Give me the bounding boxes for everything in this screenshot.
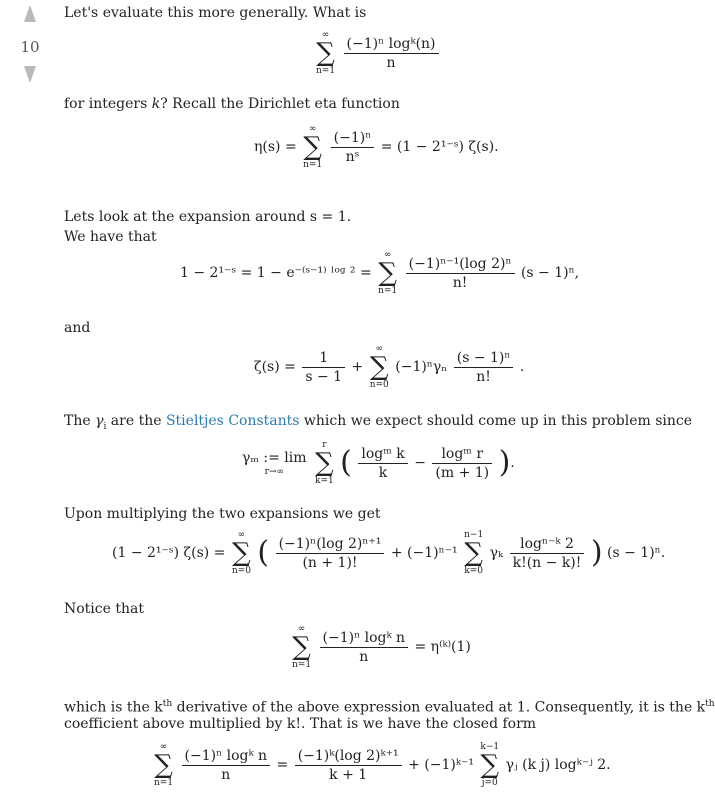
paragraph-intro: Let's evaluate this more generally. What is [64,5,367,21]
equation-zeta-expansion: ζ(s) = $\frac{1}{s - 1}$ + ∞ ∑ n=0 (−1)ⁿγₙ $\frac{\text{(s − 1)ⁿ}}{n!}$ . [254,344,525,390]
equation-closed-form: ∞ ∑ n=1 $\frac{\text{(−1)ⁿ logᵏ n}}{n}$ = $\frac{\text{(−1)ᵏ(log 2)ᵏ⁺¹}}{k + 1}$ + (−1)ᵏ⁻¹ k−1 ∑ j=0 γⱼ (k j) logᵏ⁻ʲ 2. [154,742,611,788]
sum-symbol: ∞ ∑ n=1 [316,30,336,76]
stieltjes-link[interactable]: Stieltjes Constants [165,413,300,429]
paragraph-expansion: Lets look at the expansion around s = 1. [64,209,352,225]
fraction: $\frac{\text{(−1)ⁿ logᵏ(n)}}{n}$ [344,35,439,72]
equation-product-expansion: (1 − 2¹⁻ˢ) ζ(s) = ∞ ∑ n=0 ( $\frac{\text{(−1)ⁿ(log 2)ⁿ⁺¹}}{(n + 1)!}$ + (−1)ⁿ⁻¹ n−1 ∑ k=0 γₖ $\frac{\text{logⁿ⁻ᵏ 2}}{k!(n - k)!}$ ) (s − 1)ⁿ. [112,530,666,576]
upvote-arrow-icon[interactable] [24,5,36,22]
equation-expansion-2: 1 − 2¹⁻ˢ = 1 − e⁻⁽ˢ⁻¹⁾ ˡᵒᵍ ² = ∞ ∑ n=1 $\frac{\text{(−1)ⁿ⁻¹(log 2)ⁿ}}{n!}$ (s − 1)ⁿ, [180,250,580,296]
vote-score: 10 [20,38,40,56]
paragraph-stieltjes: The $\gamma_i$ are the Stieltjes Constants which we expect should come up in this problem since [64,413,693,432]
paragraph-notice: Notice that [64,601,144,617]
paragraph-we-have: We have that [64,229,157,245]
paragraph-and: and [64,320,91,336]
downvote-arrow-icon[interactable] [24,66,36,83]
equation-sum-target [314,30,441,76]
equation-eta-derivative: ∞ ∑ n=1 $\frac{\text{(−1)ⁿ logᵏ n}}{n}$ = η⁽ᵏ⁾(1) [292,624,471,670]
equation-dirichlet-eta: η(s) = ∞ ∑ n=1 $\frac{\text{(−1)ⁿ}}{\text{nˢ}}$ = (1 − 2¹⁻ˢ) ζ(s). [254,124,499,170]
equation-stieltjes-def: γₘ := lim r→∞ r ∑ k=1 ( $\frac{\text{logᵐ k}}{k}$ − $\frac{\text{logᵐ r}}{(m + 1)}$ ). [242,440,515,486]
paragraph-closed-form: coefficient above multiplied by k!. That is we have the closed form [64,716,537,732]
paragraph-derivative: which is the $k^{th}$ derivative of the above expression evaluated at 1. Consequently, it is the $k^{th}$ [64,699,715,716]
paragraph-integers: for integers k? Recall the Dirichlet eta function [64,96,400,112]
paragraph-multiplying: Upon multiplying the two expansions we get [64,506,381,522]
